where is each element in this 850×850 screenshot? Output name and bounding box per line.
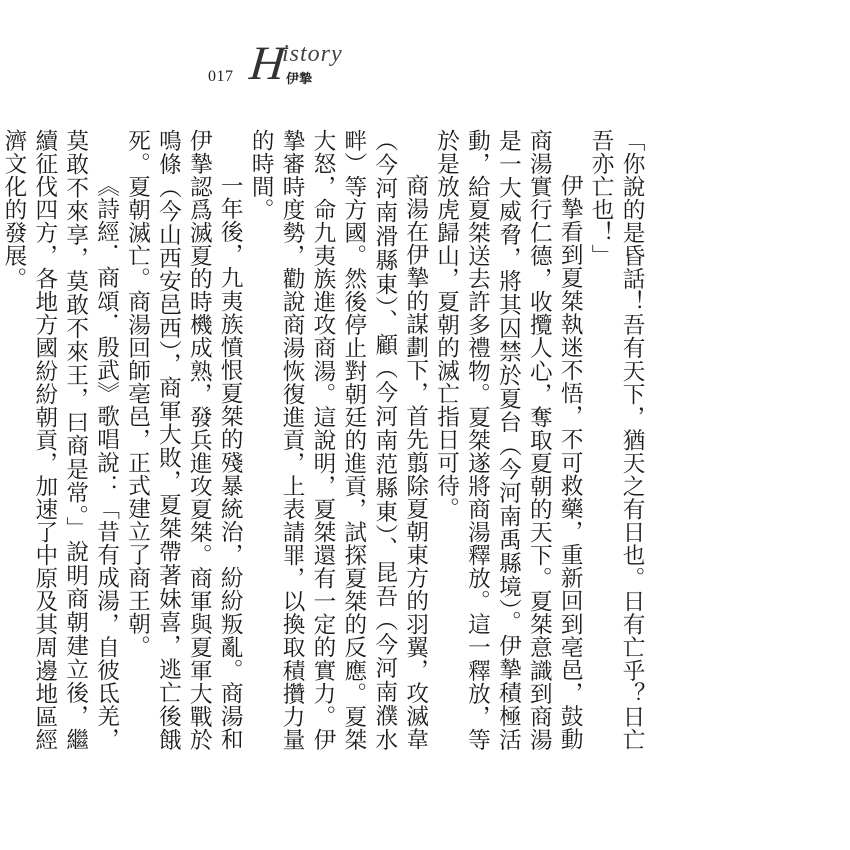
running-header [208, 38, 408, 98]
page-number: 017 [208, 68, 234, 85]
history-logo-letter: H [247, 37, 288, 90]
paragraph-4: 一年後，九夷族憤恨夏桀的殘暴統治，紛紛叛亂。商湯和伊摯認爲滅夏的時機成熟，發兵進攻夏桀。商軍與夏軍大戰於鳴條（今山西安邑西），商軍大敗，夏桀帶著妹喜，逃亡後餓死。夏朝滅亡。商湯回師亳邑，正式建立了商王朝。 [124, 129, 244, 751]
vertical-text-body [0, 129, 647, 751]
chapter-subtitle: 伊摯 [286, 72, 313, 87]
paragraph-1: 「你說的是昏話！吾有天下，猶天之有日也。日有亡乎？日亡吾亦亡也！」 [588, 129, 645, 751]
paragraph-3: 商湯在伊摯的謀劃下，首先翦除夏朝東方的羽翼，攻滅韋（今河南滑縣東）、顧（今河南范縣東）、昆吾（今河南濮水畔）等方國。然後停止對朝廷的進貢，試探夏桀的反應。夏桀大怒，命九夷族進攻商湯。這說明，夏桀還有一定的實力。伊摯審時度勢，勸說商湯恢復進貢，上表請罪，以換取積攢力量的時間。 [248, 129, 429, 751]
paragraph-5: 《詩經．商頌．殷武》歌唱說：「昔有成湯，自彼氐羌，莫敢不來享，莫敢不來王，曰商是常。」說明商朝建立後，繼續征伐四方，各地方國紛紛朝貢，加速了中原及其周邊地區經濟文化的發展。 [0, 129, 120, 751]
paragraph-2: 伊摯看到夏桀執迷不悟，不可救藥，重新回到亳邑，鼓動商湯實行仁德，收攬人心，奪取夏朝的天下。夏桀意識到商湯是一大威脅，將其囚禁於夏台（今河南禹縣境）。伊摯積極活動，給夏桀送去許多禮物。夏桀遂將商湯釋放。這一釋放，等於是放虎歸山，夏朝的滅亡指日可待。 [433, 129, 584, 751]
history-logo-text: istory [282, 41, 343, 67]
